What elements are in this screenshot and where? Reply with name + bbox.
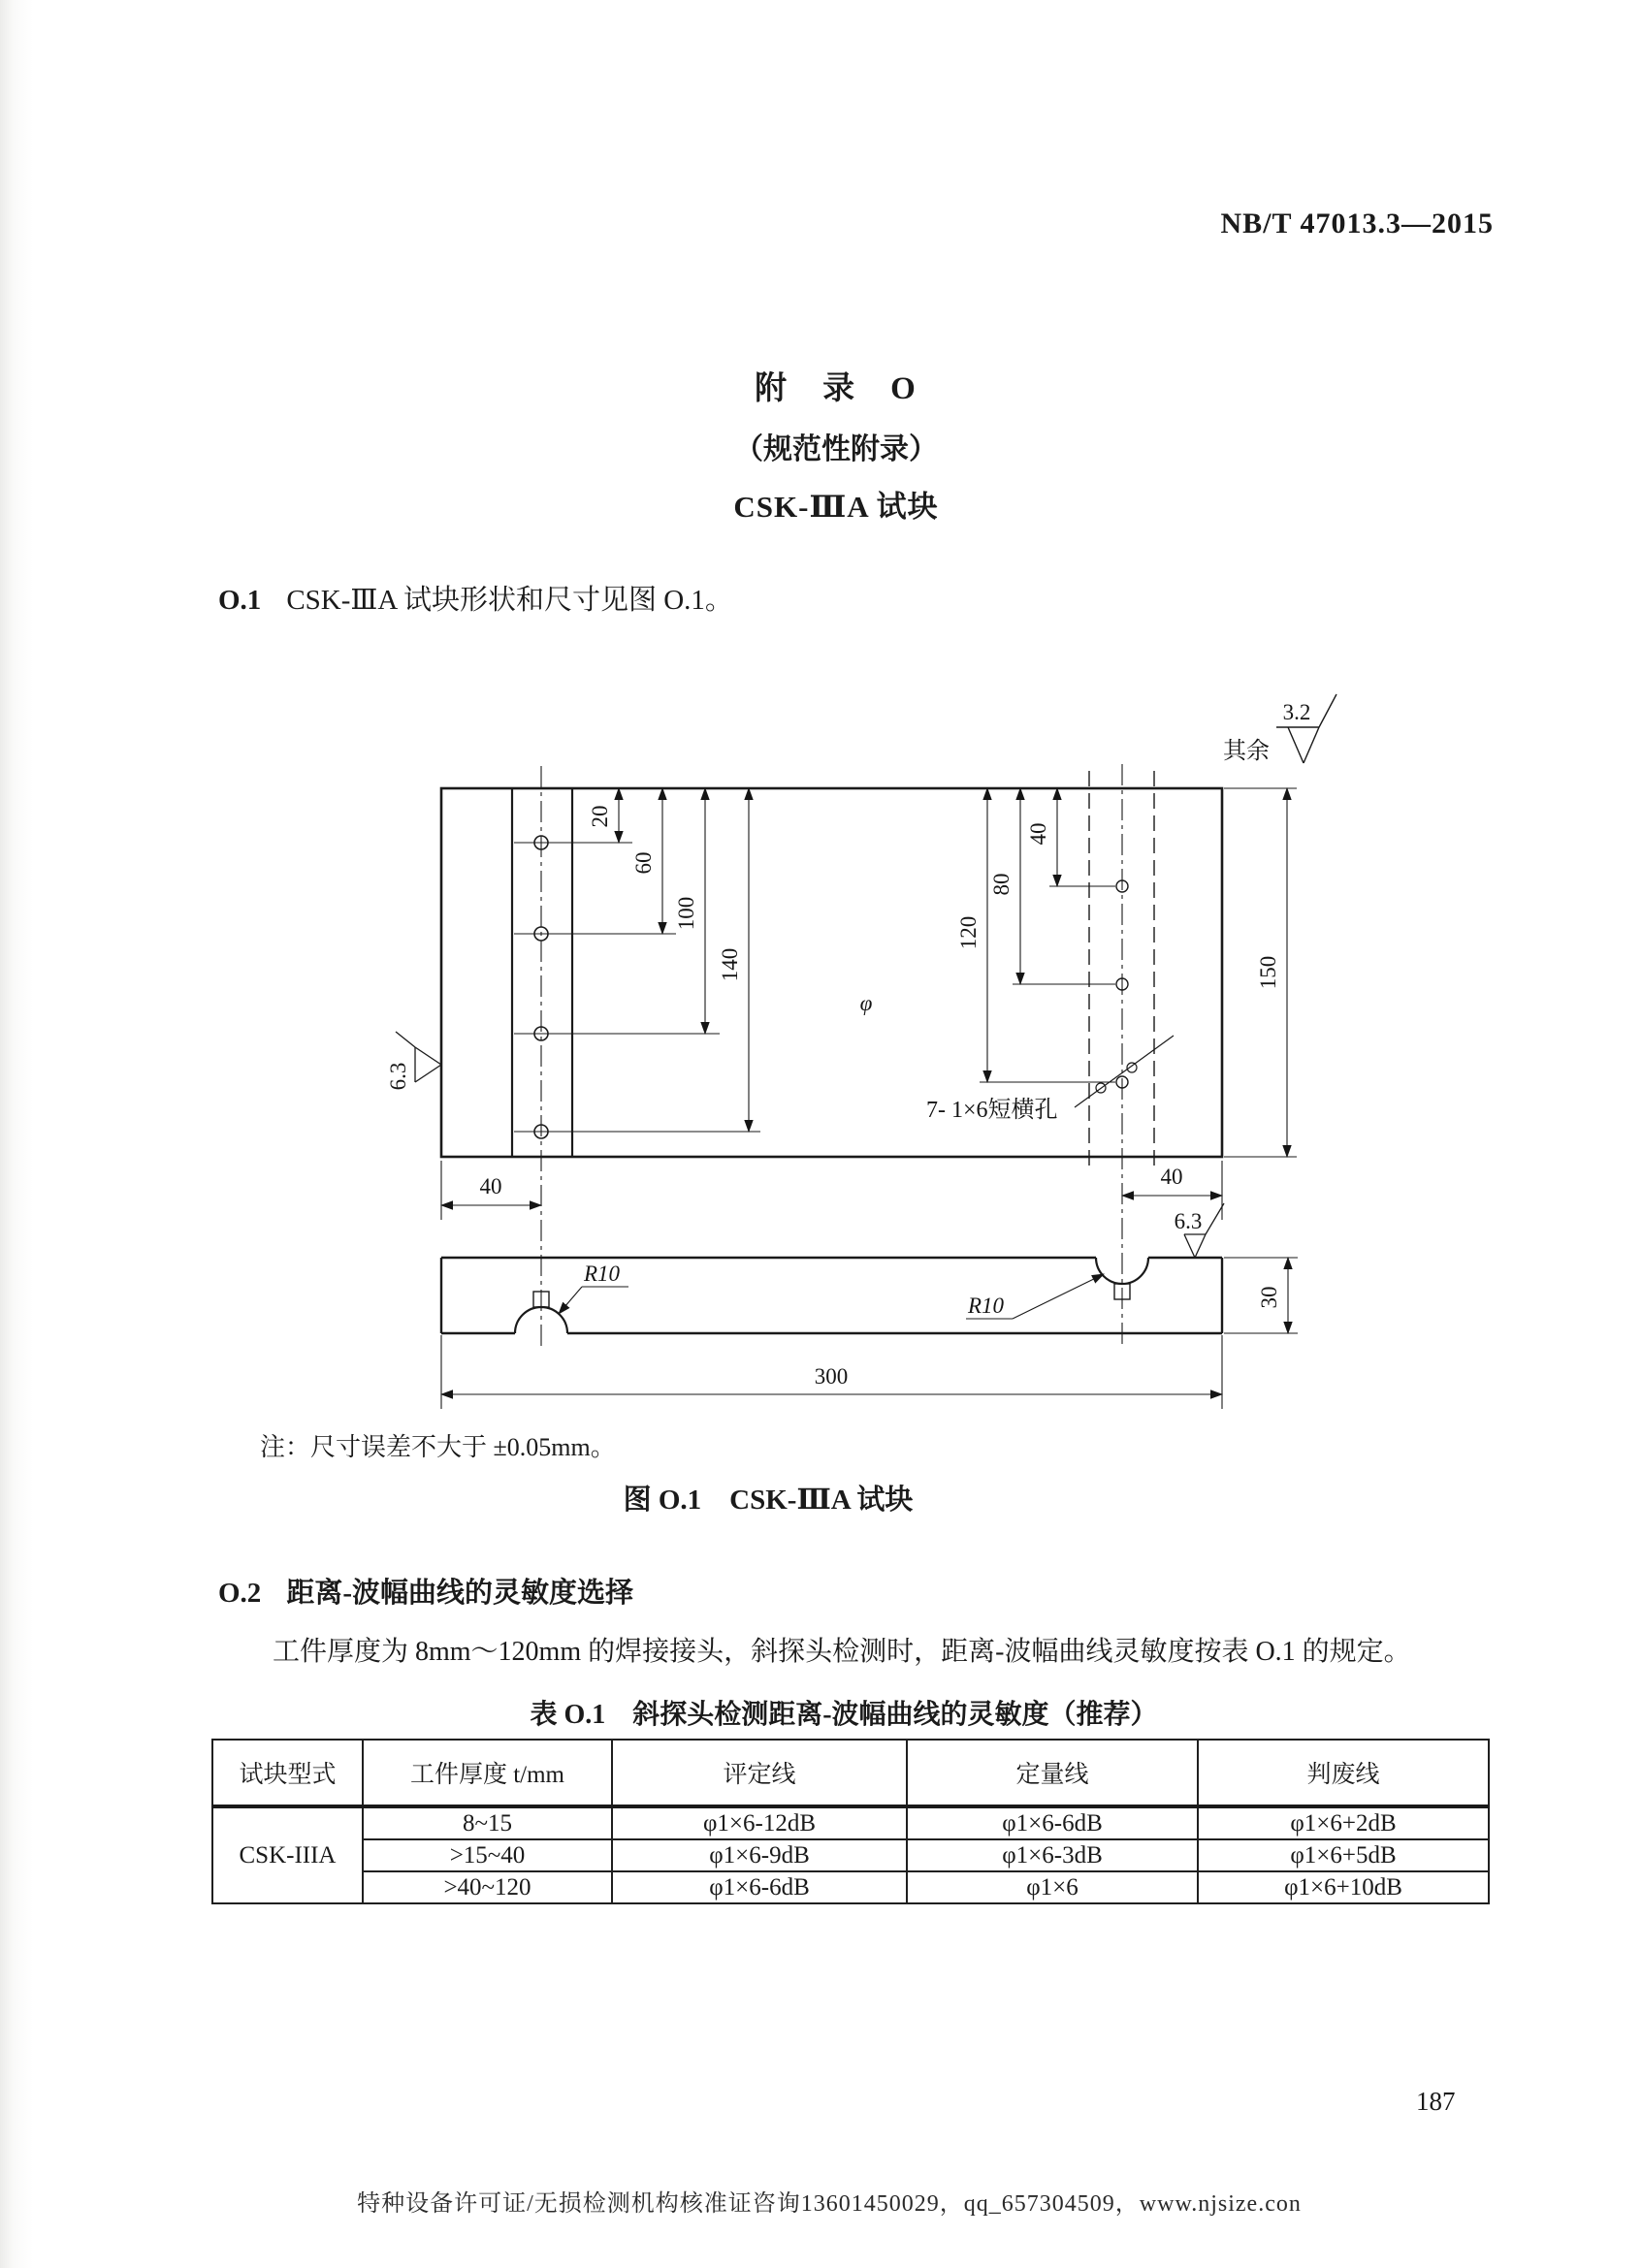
table-row [212,1806,1489,1839]
col-header-rejection-line: 判废线 [1198,1740,1489,1806]
dim-60: 60 [631,851,656,875]
dim-300: 300 [814,1364,849,1389]
clause-o2-paragraph: 工件厚度为 8mm～120mm 的焊接接头，斜探头检测时，距离-波幅曲线灵敏度按表 O.1 的规定。 [273,1637,1411,1667]
figure-note: 注：尺寸误差不大于 ±0.05mm。 [260,1433,616,1461]
r10-leaders [559,1274,1104,1319]
col-header-block-type: 试块型式 [212,1740,363,1806]
clause-o2-heading [218,1571,633,1611]
dim-40-bottom-left: 40 [479,1174,502,1198]
dim-100: 100 [674,896,698,931]
table-row [212,1839,1489,1871]
doc-number: NB/T 47013.3—2015 [1220,208,1494,240]
side-view-outline [441,1258,1222,1333]
footer-contact: 特种设备许可证/无损检测机构核准证咨询13601450029，qq_657304509，www.njsize.con [357,2191,1302,2217]
col-header-evaluation-line: 评定线 [612,1740,907,1806]
clause-o1 [218,578,733,618]
roughness-left-value: 6.3 [386,1062,410,1091]
centerlines [541,764,1154,1348]
roughness-rest-value: 3.2 [1282,700,1311,724]
clause-o1-text: CSK-ⅢA 试块形状和尺寸见图 O.1。 [286,585,733,616]
cell-block-type: CSK-IIIA [212,1806,363,1903]
col-header-thickness: 工件厚度 t/mm [363,1740,612,1806]
csk-iiia-drawing [369,669,1435,1454]
cell-quantification: φ1×6 [907,1871,1198,1903]
cell-evaluation: φ1×6-6dB [612,1871,907,1903]
phi-symbol: φ [859,991,873,1015]
cell-evaluation: φ1×6-9dB [612,1839,907,1871]
table-row [212,1871,1489,1903]
sensitivity-table-wrap [211,1739,1490,1904]
page-number: 187 [1416,2087,1456,2116]
table-header-row [212,1740,1489,1806]
cell-thickness: >15~40 [363,1839,612,1871]
cell-rejection: φ1×6+10dB [1198,1871,1489,1903]
appendix-title: 附 录 O [755,371,918,406]
holes-label: 7- 1×6短横孔 [926,1098,1058,1123]
col-header-quantification-line: 定量线 [907,1740,1198,1806]
clause-o2-title: 距离-波幅曲线的灵敏度选择 [286,1578,633,1609]
cell-rejection: φ1×6+5dB [1198,1839,1489,1871]
dim-20: 20 [588,805,612,828]
sensitivity-table [211,1739,1490,1904]
r10-right-label: R10 [968,1294,1005,1318]
cell-thickness: >40~120 [363,1871,612,1903]
figure-caption: 图 O.1 CSK-ⅢA 试块 [623,1485,914,1516]
dim-80: 80 [989,873,1014,896]
cell-quantification: φ1×6-3dB [907,1839,1198,1871]
cell-quantification: φ1×6-6dB [907,1806,1198,1839]
side-view-notches [533,1284,1130,1307]
r10-left-label: R10 [584,1262,621,1286]
dim-150: 150 [1256,955,1280,990]
dim-40-bottom-right: 40 [1160,1165,1183,1189]
cell-rejection: φ1×6+2dB [1198,1806,1489,1839]
roughness-rest-prefix: 其余 [1223,739,1270,764]
roughness-side-value: 6.3 [1174,1209,1203,1233]
dim-30: 30 [1257,1286,1281,1309]
clause-o1-number: O.1 [218,585,262,616]
clause-o2-number: O.2 [218,1578,262,1609]
appendix-subtitle: （规范性附录） [734,433,938,465]
dim-40-bottom-lines [441,1161,1222,1220]
dim-40-right: 40 [1026,822,1050,846]
dim-140: 140 [718,947,742,982]
cell-thickness: 8~15 [363,1806,612,1839]
dim-120: 120 [956,915,981,950]
cell-evaluation: φ1×6-12dB [612,1806,907,1839]
figure-drawing [369,669,1435,1454]
table-title: 表 O.1 斜探头检测距离-波幅曲线的灵敏度（推荐） [530,1700,1158,1730]
plan-view-outline [441,788,1222,1157]
appendix-block-name: CSK-ⅢA 试块 [733,490,939,524]
